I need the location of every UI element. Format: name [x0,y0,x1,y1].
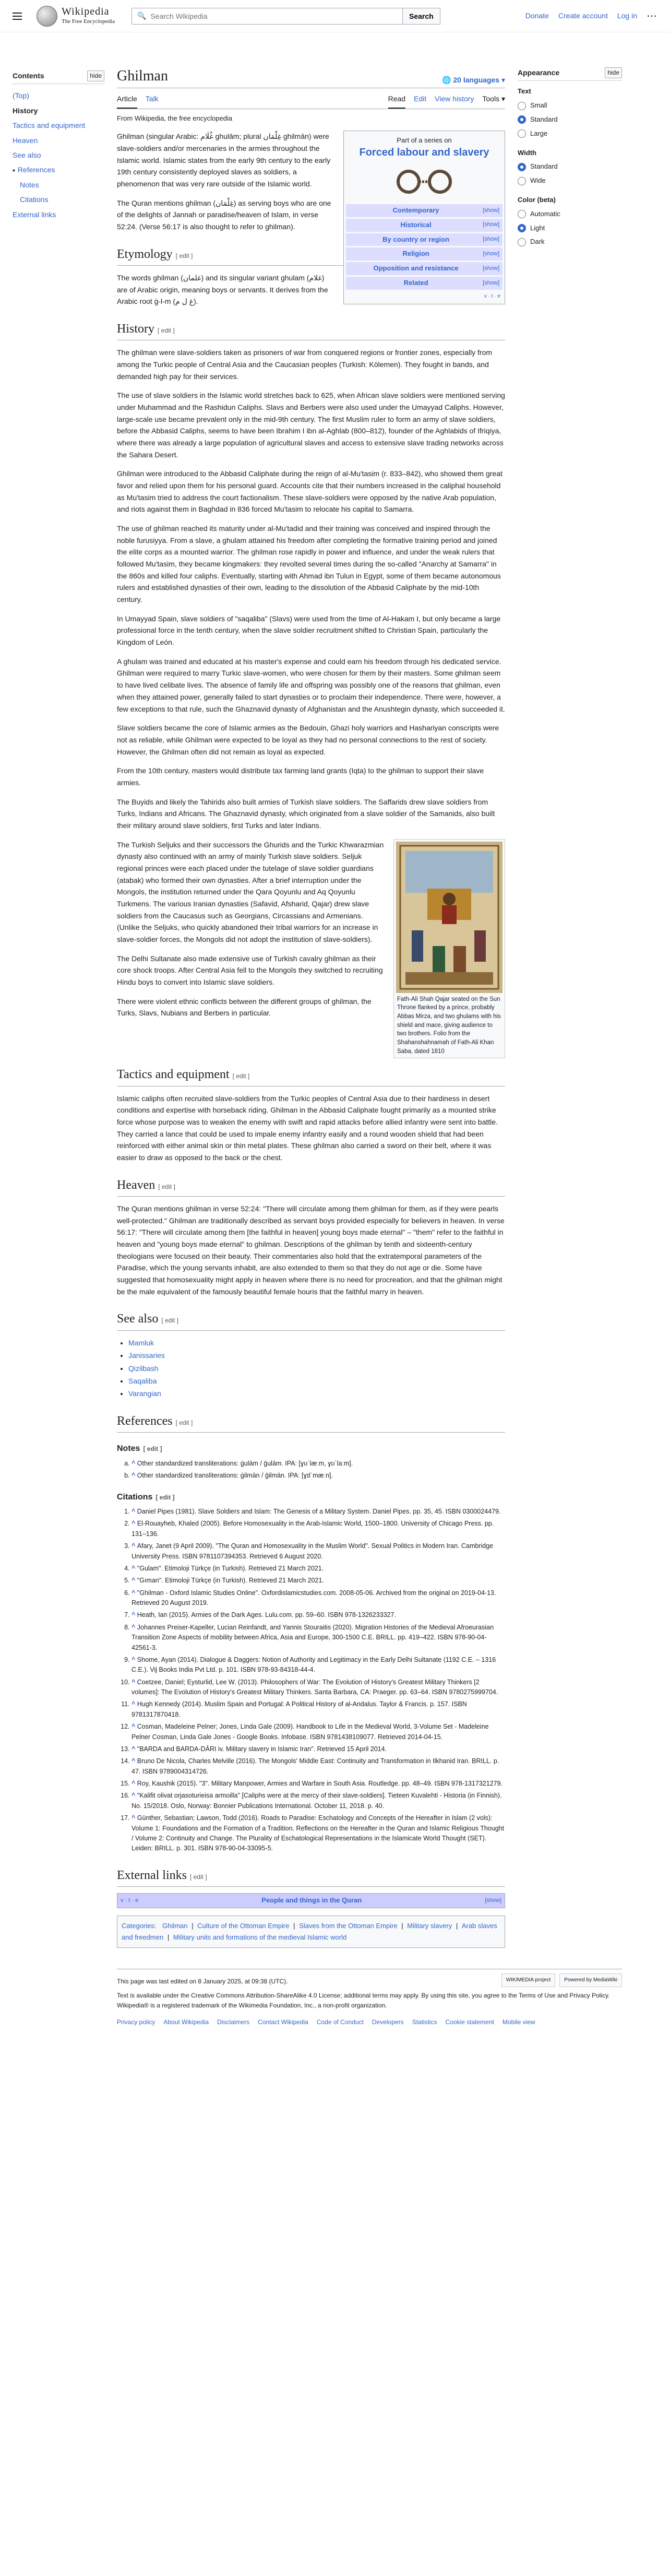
reference-text: Coetzee, Daniel; Eysturlid, Lee W. (2013). Philosophers of War: The Evolution of History's Greatest Military Thinkers [2 volumes]: The Evolution of History's Greatest Military Thinkers. Santa Barbara, CA: Praeger. pp. 63–64. ISBN 9780275999704. [131,1678,498,1696]
languages-label: 20 languages [453,76,500,84]
category-link[interactable]: Ghilman [162,1921,188,1930]
appearance-radio-option[interactable] [518,114,622,125]
tab-edit[interactable]: Edit [414,94,427,103]
radio-label: Dark [530,238,545,246]
appearance-radio-option[interactable] [518,237,622,247]
tagline: The Free Encyclopedia [62,18,115,25]
backlink-caret-icon[interactable]: ^ [131,1520,137,1528]
search-button[interactable]: Search [403,8,440,25]
infobox-row-label: Contemporary [392,206,439,214]
toc-item-label: See also [13,150,41,159]
reference-item [131,1610,505,1620]
radio-icon[interactable] [518,224,526,232]
history-paragraph: The use of ghilman reached its maturity under al-Mu'tadid and their training was conceived and inspired through the noble furusiyya. From a slave, a ghulam attained his freedom after completing the formative training period and joined the elite corps as a mounted warrior. The ghilman rose rapidly in power and influence, and under the weak rulers that followed Mu'tasim, they became kingmakers: they revolted several times during the so-called "Anarchy at Samarra" in the 860s and killed four caliphs. Eventually, starting with Ahmad ibn Tulun in Egypt, some of them became autonomous rulers and established dynasties of their own, leading to the dissolution of the Abbasid Caliphate by the mid-10th century. [117,524,501,604]
tools-label: Tools [482,94,500,103]
appearance-panel [518,32,622,1948]
toc-item-label: (Top) [13,91,29,100]
list-item [128,1350,505,1361]
radio-label: Wide [530,176,546,185]
category-link[interactable]: Slaves from the Ottoman Empire [299,1921,398,1930]
reference-text: Johannes Preiser-Kapeller, Lucian Reinfandt, and Yannis Stouraitis (2020). Migration Histories of the Medieval Afroeurasian Transition Zone Aspects of mobility between Africa, Asia and Europe, 300-1500 C.E. BRILL. pp. 419–422. ISBN 978-90-04-42561-3. [131,1623,494,1651]
infobox-show-toggle[interactable]: [show] [483,207,499,214]
reference-text: Shome, Ayan (2014). Dialogue & Daggers: Notion of Authority and Legitimacy in the Early Delhi Sultanate (1192 C.E. – 1316 C.E.). Vij Books India Pvt Ltd. p. 101. ISBN 978-93-84318-44-4. [131,1656,496,1674]
toc-item-label: References [17,166,55,174]
lead-paragraph-1: Ghilman (singular Arabic: غُلَام ghulām; plural غِلْمَان ghilmān) were slave-soldiers and/or mercenaries in the armies throughout the Islamic world. Islamic states from the early 9th century to the early 19th century consistently deployed slaves as soldiers, a phenomenon that was very rare outside of the Islamic world. [117,132,331,188]
toc-item[interactable] [13,88,104,103]
reference-text: Heath, Ian (2015). Armies of the Dark Ages. Lulu.com. pp. 59–60. ISBN 978-1326233327. [137,1611,396,1619]
history-paragraph: The ghilman were slave-soldiers taken as prisoners of war from conquered regions or frontier zones, especially from among the Turkic people of Central Asia and the Caucasian peoples (Turkish: Kölemen). They fought in bands, and demanded high pay for their services. [117,348,492,381]
backlink-caret-icon[interactable]: ^ [131,1564,137,1572]
appearance-radio-option[interactable] [518,209,622,220]
create-account-link[interactable]: Create account [558,11,608,20]
backlink-caret-icon[interactable]: ^ [131,1611,137,1619]
page-tabs [117,88,505,109]
reference-item [131,1677,505,1698]
wikipedia-globe-icon [37,6,57,27]
infobox-show-toggle[interactable]: [show] [483,279,499,286]
reference-text: "BARDA and BARDA-DĀRI iv. Military slavery in Islamic Iran". Retrieved 15 April 2014. [137,1745,387,1753]
wikipedia-logo[interactable] [37,6,115,27]
reference-text: Other standardized transliterations: ġulām / ḡulām. IPA: [ɣʊˈlæːm, ɣʊˈlaːm]. [137,1459,353,1467]
reference-text: "Gulam". Etimoloji Türkçe (in Turkish). Retrieved 21 March 2021. [137,1564,324,1572]
category-separator: | [454,1921,460,1930]
chevron-down-icon[interactable]: ▾ [13,168,17,174]
reference-item [131,1756,505,1777]
list-item [128,1388,505,1399]
backlink-caret-icon[interactable]: ^ [131,1589,137,1597]
search-form [131,8,440,25]
reference-item [131,1722,505,1742]
toc-item-label: History [13,106,38,115]
edit-etymology-link[interactable]: [ edit ] [175,252,193,259]
reference-item [131,1791,505,1811]
history-paragraph: The Buyids and likely the Tahirids also built armies of Turkish slave soldiers. The Saffarids drew slave soldiers from Turks, Indians and Africans. The Ghaznavid dynasty, which originated from a slave soldier of the Samanids, also built their military around slave soldiers, first Turks and later Indians. [117,797,495,830]
category-separator: | [291,1921,297,1930]
citations-list [131,1507,505,1854]
mediawiki-badge[interactable]: Powered by MediaWiki [559,1974,622,1987]
reference-item [131,1623,505,1653]
appearance-radio-option[interactable] [518,128,622,139]
backlink-caret-icon[interactable]: ^ [131,1745,137,1753]
reference-text: Roy, Kaushik (2015). "3". Military Manpower, Armies and Warfare in South Asia. Routledge. pp. 48–49. ISBN 978-1317321279. [137,1780,503,1788]
appearance-hide-button[interactable]: hide [605,67,622,78]
radio-label: Light [530,223,545,232]
infobox-title[interactable]: Forced labour and slavery [359,146,489,158]
table-of-contents [13,32,104,1948]
category-link[interactable]: Arab slaves and freedmen [122,1921,497,1942]
see-also-link[interactable]: Varangian [128,1389,161,1398]
reference-text: Hugh Kennedy (2014). Muslim Spain and Portugal: A Political History of al-Andalus. Taylor & Francis. p. 157. ISBN 9781317870418. [131,1700,467,1718]
infobox-row[interactable] [346,204,502,217]
search-box[interactable] [131,8,403,25]
appearance-radio-option[interactable] [518,100,622,111]
radio-label: Automatic [530,209,560,218]
reference-text: Günther, Sebastian; Lawson, Todd (2016). Roads to Paradise: Eschatology and Concepts of the Hereafter in Islam (2 vols): Volume 1: Foundations and the Formation of a Tradition. Reflections on the Hereafter in the Quran and Islamic Religious Thought / Volume 2: Continuity and Change. The Plurality of Eschatological Representations in the Islamicate World Thought (SET). Leiden: BRILL. p. 301. ISBN 978-90-04-33095-5. [131,1814,505,1852]
backlink-caret-icon[interactable]: ^ [131,1472,137,1480]
backlink-caret-icon[interactable]: ^ [131,1623,137,1631]
donate-link[interactable]: Donate [525,11,549,20]
navbox [117,1893,505,1908]
backlink-caret-icon[interactable]: ^ [131,1542,137,1550]
toc-item[interactable] [13,178,104,192]
infobox [343,131,505,304]
tactics-title: Tactics and equipment [117,1068,230,1082]
see-also-link[interactable]: Mamluk [128,1338,154,1347]
see-also-link[interactable]: Qizilbash [128,1364,159,1373]
appearance-group-label: Color (beta) [518,195,556,204]
infobox-row[interactable] [346,219,502,232]
search-icon: 🔍 [137,11,147,20]
heading-notes [117,1442,505,1456]
infobox-vte[interactable]: v · t · e [484,293,500,299]
etymology-title: Etymology [117,247,173,261]
radio-label: Small [530,101,547,110]
infobox-part-of: Part of a series on [397,136,452,145]
category-link[interactable]: Culture of the Ottoman Empire [197,1921,290,1930]
heaven-paragraph: The Quran mentions ghilman in verse 52:24: "There will circulate among them ghilman for them, as if they were pearls well-protected." Ghilman are traditionally described as servant boys provided especially for believers in heaven. In verse 56:17: "There will circulate among them [the faithful in heaven] young boys made eternal" – "them" refer to the faithful in heaven and "young boys made eternal" to ghilman. Descriptions of the ghilman by tenth and sixteenth-century theologians were focused on their beauty. Their commentaries also hold that the extratemporal parameters of the Paradise, which the young servants inhabit, are also extended to them so that they do not age or die. Some have suggested that homosexuality might apply in heaven where there is no need for procreation, and that the ghilman might be the male equivalent of the famously beautiful female houris that the faithful marry in heaven. [117,1204,505,1296]
edit-history-link[interactable]: [ edit ] [158,326,175,334]
footer-link[interactable]: Code of Conduct [316,2018,364,2026]
toc-title: Contents [13,72,44,80]
reference-item [131,1744,505,1754]
citations-title: Citations [117,1492,153,1502]
more-options-icon[interactable]: ⋯ [647,10,657,22]
infobox-row[interactable] [346,233,502,246]
backlink-caret-icon[interactable]: ^ [131,1780,137,1788]
radio-icon[interactable] [518,115,526,124]
history-paragraph: Slave soldiers became the core of Islamic armies as the Bedouin, Ghazi holy warriors and Hashariyan conscripts were not as reliable, while Ghilman were expected to be loyal as they had no personal connections to the rest of society. However, the Ghilman often did not remain as loyal as expected. [117,724,499,756]
toc-hide-button[interactable]: hide [87,70,104,81]
infobox-row-label: By country or region [382,235,450,243]
appearance-group [518,148,622,186]
infobox-row-label: Religion [402,250,429,258]
infobox-row[interactable] [346,247,502,261]
reference-item [131,1588,505,1609]
page-title: Ghilman [117,68,168,84]
backlink-caret-icon[interactable]: ^ [131,1459,137,1467]
toc-item-label: Tactics and equipment [13,121,86,130]
tab-tools[interactable]: Tools ▾ [482,94,505,103]
footer-link[interactable]: Developers [372,2018,404,2026]
infobox-show-toggle[interactable]: [show] [483,236,499,243]
references-title: References [117,1414,173,1428]
tab-read[interactable]: Read [388,93,405,109]
reference-item [131,1507,505,1517]
history-title: History [117,322,154,336]
toc-item-label: Citations [20,195,49,204]
reference-item [131,1541,505,1562]
infobox-row-label: Related [403,278,428,287]
reference-text: Bruno De Nicola, Charles Melville (2016). The Mongols' Middle East: Continuity and Transformation in Ilkhanid Iran. BRILL. p. 47. ISBN 9789004314726. [131,1757,499,1775]
appearance-radio-option[interactable] [518,223,622,234]
infobox-show-toggle[interactable]: [show] [483,250,499,257]
footer-link[interactable]: Contact Wikipedia [258,2018,308,2026]
toc-item[interactable] [13,192,104,207]
infobox-row[interactable] [346,277,502,290]
footer-link[interactable]: Mobile view [502,2018,535,2026]
languages-button[interactable]: 🌐 20 languages ▾ [442,76,505,84]
radio-icon[interactable] [518,238,526,246]
see-also-link[interactable]: Janissaries [128,1351,165,1360]
reference-item [131,1564,505,1574]
radio-label: Large [530,129,548,137]
reference-text: El-Rouayheb, Khaled (2005). Before Homosexuality in the Arab-Islamic World, 1500–1800. University of Chicago Press. pp. 131–136. [131,1520,494,1538]
tab-talk[interactable]: Talk [145,94,159,103]
reference-text: Cosman, Madeleine Pelner; Jones, Linda Gale (2009). Handbook to Life in the Medieval World, 3-Volume Set - Madeleine Pelner Cosman, Linda Gale Jones - Google Books. Infobase. ISBN 9781438109077. Retrieved 2014-04-15. [131,1723,489,1741]
heading-external-links [117,1865,505,1887]
reference-text: Daniel Pipes (1981). Slave Soldiers and Islam: The Genesis of a Military System. Daniel Pipes. pp. 35, 45. ISBN 0300024479. [137,1508,501,1516]
categories-label[interactable]: Categories: [122,1921,157,1930]
navbox-vte[interactable]: v · t · e [121,1897,139,1904]
infobox-row[interactable] [346,262,502,275]
heading-citations [117,1491,505,1504]
toc-item-label: Heaven [13,136,38,145]
infobox-row-label: Historical [400,220,432,229]
backlink-caret-icon[interactable]: ^ [131,1656,137,1663]
list-item [128,1375,505,1387]
list-item [128,1363,505,1374]
reference-text: Other standardized transliterations: ġilmān / ḡilmān. IPA: [ɣɪlˈmæːn]. [137,1472,333,1480]
heading-references [117,1411,505,1433]
backlink-caret-icon[interactable]: ^ [131,1723,137,1731]
login-link[interactable]: Log in [617,11,637,20]
reference-text: "Ghilman - Oxford Islamic Studies Online". Oxfordislamicstudies.com. 2008-05-06. Archived from the original on 2019-04-13. Retrieved 20 August 2019. [131,1589,496,1607]
heading-history [117,319,505,340]
wordmark: Wikipedia [62,5,110,17]
edit-citations-link[interactable]: [ edit ] [155,1493,175,1501]
history-paragraph: The Turkish Seljuks and their successors the Ghurids and the Turkic Khwarazmian dynasty also continued with an army of mainly Turkish slave soldiers. Seljuk regional princes were each placed under the tutelage of slave soldier guardians (atabak) who formed their own dynasties. After a brief interruption under the Mongols, the institution returned under the Qara Qoyunlu and Aq Qoyunlu Turkmens. The various Iranian dynasties (Safavid, Afsharid, Qajar) drew slave soldiers from the Caucasus such as Georgians, Circassians and Armenians. (Unlike the Seljuks, who quickly abandoned their tribal warriors for an increase in slave-soldier forces, the Mongols did not adopt the institution of slave-soldiers). [117,840,384,943]
reference-item [131,1655,505,1675]
miniature-figure [393,839,505,1059]
license-text: Text is available under the Creative Commons Attribution-ShareAlike 4.0 License; additional terms may apply. By using this site, you agree to the Terms of Use and Privacy Policy. Wikipedia® is a registered trademark of the Wikimedia Foundation, Inc., a non-profit organization. [117,1992,610,2010]
appearance-group-label: Text [518,87,531,96]
heading-tactics [117,1065,505,1086]
list-item [128,1337,505,1349]
figure-caption: Fath-Ali Shah Qajar seated on the Sun Throne flanked by a prince, probably Abbas Mirza, and two ghulams with his shield and mace, giving audience to two brothers. Folio from the Shahanshahnamah of Fath-Ali Khan Saba, dated 1810 [397,996,501,1055]
reference-item [131,1519,505,1539]
tab-view-history[interactable]: View history [435,94,474,103]
footer-link[interactable]: Privacy policy [117,2018,155,2026]
appearance-title: Appearance [518,68,560,77]
infobox-show-toggle[interactable]: [show] [483,221,499,228]
toc-item[interactable] [13,148,104,162]
toc-item-label: External links [13,210,56,219]
radio-icon[interactable] [518,102,526,110]
backlink-caret-icon[interactable]: ^ [131,1577,137,1585]
article [117,32,505,1948]
see-also-link[interactable]: Saqaliba [128,1377,157,1385]
radio-icon[interactable] [518,163,526,171]
lead-paragraph-2: The Quran mentions ghilman (غِلْمَان) as serving boys who are one of the delights of Jannah or paradise/heaven of Islam, in verse 52:24. (Verse 56:17 is also thought to refer to ghilman). [117,198,331,231]
radio-icon[interactable] [518,210,526,218]
reference-text: Afary, Janet (9 April 2009). "The Quran and Homosexuality in the Muslim World". Sexual Politics in Modern Iran. Cambridge University Press. ISBN 9781107394353. Retrieved 6 August 2020. [131,1542,494,1560]
shackles-icon [393,163,456,200]
notes-title: Notes [117,1444,140,1454]
from-wikipedia: From Wikipedia, the free encyclopedia [117,114,233,123]
reference-item [131,1779,505,1789]
history-paragraph: The use of slave soldiers in the Islamic world stretches back to 625, when African slave soldiers were mentioned serving under Muhammad and the Rashidun Caliphs. Slavs and Berbers were also used under the Umayyad Caliphs. However, large-scale use became prevalent only in the mid-9th century. The first Muslim ruler to form an army of slave soldiers, before the Abbasid Caliphs, seems to have been Ibrahim I ibn al-Aghlab (800–812), founder of the Aghlabids of Ifriqiya, where there was already a large population of agricultural slaves and access to extensive slave trading networks across the Sahara Desert. [117,391,505,459]
history-paragraph: In Umayyad Spain, slave soldiers of "saqaliba" (Slavs) were used from the time of Al-Hakam I, but only became a large professional force in the tenth century, when the slave soldier recruitment shifted to Christian Spain, particularly the Kingdom of León. [117,614,501,647]
infobox-show-toggle[interactable]: [show] [483,265,499,271]
external-links-title: External links [117,1868,187,1882]
footer [117,1969,622,2048]
persian-miniature-image[interactable] [396,842,502,993]
history-paragraph: There were violent ethnic conflicts between the different groups of ghilman, the Turks, Slavs, Nubians and Berbers in particular. [117,997,372,1018]
history-paragraph: From the 10th century, masters would distribute tax farming land grants (Iqta) to the ghilman to support their slave armies. [117,766,484,787]
see-also-list [128,1337,505,1400]
wikimedia-badge[interactable]: WIKIMEDIA project [501,1974,556,1987]
backlink-caret-icon[interactable]: ^ [131,1700,137,1708]
category-link[interactable]: Military units and formations of the medieval Islamic world [173,1933,347,1942]
footer-link[interactable]: Statistics [412,2018,437,2026]
reference-item [131,1699,505,1720]
backlink-caret-icon[interactable]: ^ [131,1814,137,1822]
reference-item [131,1813,505,1854]
edit-heaven-link[interactable]: [ edit ] [158,1183,175,1190]
main-menu-icon[interactable] [13,8,29,25]
edit-references-link[interactable]: [ edit ] [175,1419,193,1426]
backlink-caret-icon[interactable]: ^ [131,1678,137,1686]
heading-see-also [117,1309,505,1330]
reference-item [131,1576,505,1586]
toc-item[interactable] [13,207,104,222]
toc-item[interactable] [13,133,104,148]
edit-see-also-link[interactable]: [ edit ] [161,1317,178,1325]
heaven-title: Heaven [117,1178,155,1192]
footer-link[interactable]: Cookie statement [445,2018,494,2026]
tactics-paragraph: Islamic caliphs often recruited slave-soldiers from the Turkic peoples of Central Asia due to their hardiness in desert conditions and expertise with horseback riding. Ghilman in the Abbasid Caliphate fought primarily as a mounted strike force whose purpose was to weaken the enemy with swift and rapid attacks before allied infantry were sent into battle. They carried a lance that could be used to impale enemy infantry easily and a round wooden shield that had been reinforced with either animal skin or thin metal plates. These ghilman also carried a sword on their belt, where it was easier to draw as opposed to the back or the chest. [117,1094,498,1162]
infobox-row-label: Opposition and resistance [373,264,459,273]
category-separator: | [189,1921,196,1930]
header [0,0,670,32]
see-also-title: See also [117,1312,159,1326]
reference-item [131,1459,505,1469]
appearance-group-label: Width [518,148,536,157]
category-separator: | [165,1933,171,1942]
reference-item [131,1471,505,1481]
radio-label: Standard [530,162,558,171]
category-link[interactable]: Military slavery [407,1921,452,1930]
reference-text: "Gıman". Etimoloji Türkçe (in Turkish). Retrieved 21 March 2021. [137,1577,324,1585]
radio-label: Standard [530,115,558,123]
edit-external-links-link[interactable]: [ edit ] [189,1873,207,1881]
navbox-show-toggle[interactable]: [show] [485,1897,501,1904]
appearance-radio-option[interactable] [518,161,622,172]
categories-box [117,1916,505,1948]
appearance-group [518,195,622,247]
notes-list [131,1459,505,1481]
appearance-group [518,86,622,139]
backlink-caret-icon[interactable]: ^ [131,1792,137,1800]
heading-heaven [117,1175,505,1197]
edit-tactics-link[interactable]: [ edit ] [232,1072,250,1080]
radio-icon[interactable] [518,177,526,185]
category-separator: | [399,1921,405,1930]
toc-item-label: Notes [20,180,39,189]
toc-item[interactable] [13,103,104,118]
search-input[interactable] [150,12,397,20]
reference-text: "Kalifit olivat orjasoturieisa armoilla" [Caliphs were at the mercy of their slave-soldiers]. Tieteen Kuvalehti - Historia (in Finnish). No. 15/2018. Oslo, Norway: Bonnier Publications International. October 11, 2018. p. 40. [131,1792,502,1810]
tab-article[interactable]: Article [117,93,137,109]
edit-notes-link[interactable]: [ edit ] [143,1445,162,1453]
footer-link[interactable]: Disclaimers [217,2018,250,2026]
toc-item[interactable] [13,162,104,177]
toc-list [13,88,104,222]
navbox-title[interactable]: People and things in the Quran [261,1896,362,1905]
radio-icon[interactable] [518,129,526,138]
backlink-caret-icon[interactable]: ^ [131,1508,137,1516]
history-paragraph: A ghulam was trained and educated at his master's expense and could earn his freedom through his dedicated service. Ghilman were required to marry Turkic slave-women, who were chosen for them by their masters. Some ghilman seem to have lived celibate lives. The absence of family life and offspring was possibly one of the reasons that ghilman, even when they attained power, generally failed to start dynasties or to proclaim their independence. There were, however, a few exceptions to that rule, such the Ghaznavid dynasty of Afghanistan and the Anushtegin dynasty, which succeeded it. [117,657,505,713]
etymology-paragraph: The words ghilman (غلمان) and its singular variant ghulam (غلام) are of Arabic origin, meaning boys or servants. It derives from the Arabic root ġ-l-m (غ ل م). [117,273,328,306]
footer-link[interactable]: About Wikipedia [163,2018,209,2026]
last-edited: This page was last edited on 8 January 2025, at 09:38 (UTC). [117,1978,288,1986]
history-paragraph: The Delhi Sultanate also made extensive use of Turkish cavalry ghilman as their core shock troops. After Central Asia fell to the Mongols they switched to recruiting Hindu boys to convert into Islamic slave soldiers. [117,954,383,986]
appearance-radio-option[interactable] [518,175,622,186]
backlink-caret-icon[interactable]: ^ [131,1757,137,1765]
history-paragraph: Ghilman were introduced to the Abbasid Caliphate during the reign of al-Mu'tasim (r. 833–842), who showed them great favor and relied upon them for his personal guard. Accounts cite that their numbers increased in the caliphal household as Mu'tasim tried to address the court factionalism. These slave-soldiers were opposed by the native Arab population, and riots against them in Baghdad in 836 forced Mu'tasim to relocate his capital to Samarra. [117,469,502,514]
toc-item[interactable] [13,118,104,133]
